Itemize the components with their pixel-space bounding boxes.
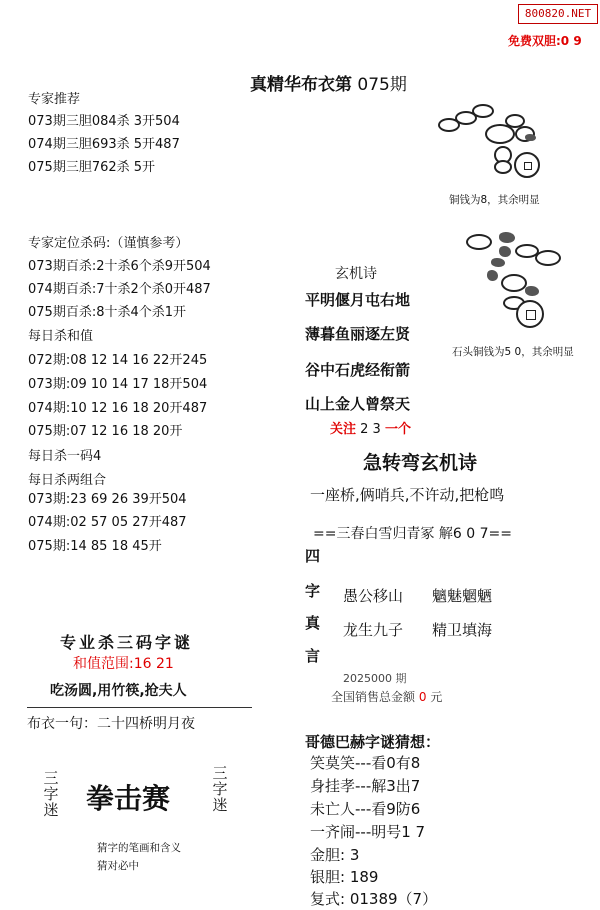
mystic-poem-line: 平明偃月屯右地: [305, 291, 411, 309]
riddle-line-2: 布衣一句：二十四桥明月夜: [27, 716, 195, 732]
spring-line: ==三春白雪归青冢 解6 0 7==: [313, 526, 512, 542]
four-char-vertical-2: 字: [305, 582, 321, 600]
goethe-heading: 哥德巴赫字谜猜想：: [305, 733, 441, 751]
expert-recommend-heading: 专家推荐: [28, 92, 81, 107]
daily-one-kill: 每日杀一码4: [28, 449, 102, 464]
riddle-range: [73, 653, 174, 673]
coin-picture-1: [435, 98, 565, 188]
compound-value: 01389（7）: [349, 890, 438, 908]
daily-two-heading: 每日杀两组合: [28, 473, 107, 488]
goethe-line: 一齐闹---明号1 7: [310, 823, 426, 841]
daily-two-line: 074期:02 57 05 27开487: [28, 515, 187, 530]
gold-label: 金胆:: [310, 846, 346, 864]
mystic-follow: [330, 418, 411, 437]
mystic-poem-heading: 玄机诗: [335, 266, 377, 282]
gold-value: 3: [349, 846, 360, 864]
sales-value: 0: [418, 690, 427, 704]
compound: [310, 888, 437, 909]
four-char-vertical-3: 真: [305, 614, 321, 632]
title-issue: 075期: [357, 75, 407, 95]
idiom-3: 龙生九子: [343, 621, 404, 639]
daily-sum-line: 073期:09 10 14 17 18开504: [28, 377, 208, 392]
compound-label: 复式:: [310, 890, 346, 908]
riddle-note-1: 猜字的笔画和含义: [97, 842, 181, 854]
daily-sum-heading: 每日杀和值: [28, 329, 94, 344]
expert-line: 074期三胆693杀 5开487: [28, 137, 180, 152]
expert-line: 073期三胆084杀 3开504: [28, 114, 180, 129]
gold-gall: [310, 844, 359, 865]
turn-poem-heading: 急转弯玄机诗: [363, 452, 478, 474]
idiom-1: 愚公移山: [343, 587, 404, 605]
mystic-poem-line: 薄暮鱼丽逐左贤: [305, 325, 411, 343]
riddle-range-value: 16 21: [133, 656, 174, 672]
idiom-2: 魑魅魍魉: [432, 587, 493, 605]
goethe-line: 身挂孝---解3出7: [310, 777, 421, 795]
sales-total: [331, 688, 442, 705]
riddle-range-label: 和值范围:: [73, 656, 134, 672]
riddle-main-word: 拳击赛: [86, 782, 171, 815]
turn-poem-line: 一座桥,俩哨兵,不许动,把枪鸣: [310, 486, 505, 504]
site-badge: 800820.NET: [518, 4, 598, 24]
idiom-4: 精卫填海: [432, 621, 493, 639]
daily-two-line: 075期:14 85 18 45开: [28, 539, 162, 554]
page-title: [250, 70, 407, 95]
follow-label: 关注: [330, 422, 357, 437]
riddle-line-1: 吃汤圆,用竹筷,抢夫人: [50, 683, 187, 699]
follow-suffix: 一个: [384, 422, 411, 437]
riddle-title: 专业杀三码字谜: [60, 633, 194, 652]
silver-gall: [310, 866, 378, 887]
position-kill-line: 073期百杀:2十杀6个杀9开504: [28, 259, 211, 274]
goethe-line: 笑莫笑---看0有8: [310, 754, 421, 772]
sales-label: 全国销售总金额: [331, 690, 416, 704]
four-char-vertical-4: 言: [305, 647, 321, 665]
position-kill-line: 074期百杀:7十杀2个杀0开487: [28, 282, 211, 297]
coin-caption-2: 石头铜钱为5 0，其余明显: [452, 346, 574, 358]
riddle-divider: [27, 707, 252, 708]
position-kill-heading: 专家定位杀码:（谨慎参考）: [28, 236, 189, 251]
sales-unit: 元: [430, 690, 443, 704]
free-double-text: 免费双胆:0 9: [508, 34, 582, 48]
title-text: 真精华布衣第: [250, 75, 352, 95]
coin-picture-2: [463, 228, 593, 328]
daily-sum-line: 075期:07 12 16 18 20开: [28, 424, 183, 439]
riddle-note-2: 猜对必中: [97, 860, 139, 872]
daily-sum-line: 072期:08 12 14 16 22开245: [28, 353, 208, 368]
follow-value: 2 3: [360, 422, 381, 437]
riddle-side-left: 三字迷: [43, 769, 59, 819]
goethe-line: 未亡人---看9防6: [310, 800, 421, 818]
silver-value: 189: [349, 868, 379, 886]
daily-sum-line: 074期:10 12 16 18 20开487: [28, 401, 208, 416]
daily-two-line: 073期:23 69 26 39开504: [28, 492, 187, 507]
expert-line: 075期三胆762杀 5开: [28, 160, 156, 175]
mystic-poem-line: 山上金人曾祭天: [305, 395, 411, 413]
coin-caption-1: 铜钱为8，其余明显: [449, 194, 540, 206]
four-char-vertical-1: 四: [305, 547, 321, 565]
sales-issue: 2025000 期: [343, 672, 407, 685]
position-kill-line: 075期百杀:8十杀4个杀1开: [28, 305, 187, 320]
riddle-side-right: 三字迷: [212, 764, 228, 814]
mystic-poem-line: 谷中石虎经衔箭: [305, 361, 411, 379]
silver-label: 银胆:: [310, 868, 346, 886]
